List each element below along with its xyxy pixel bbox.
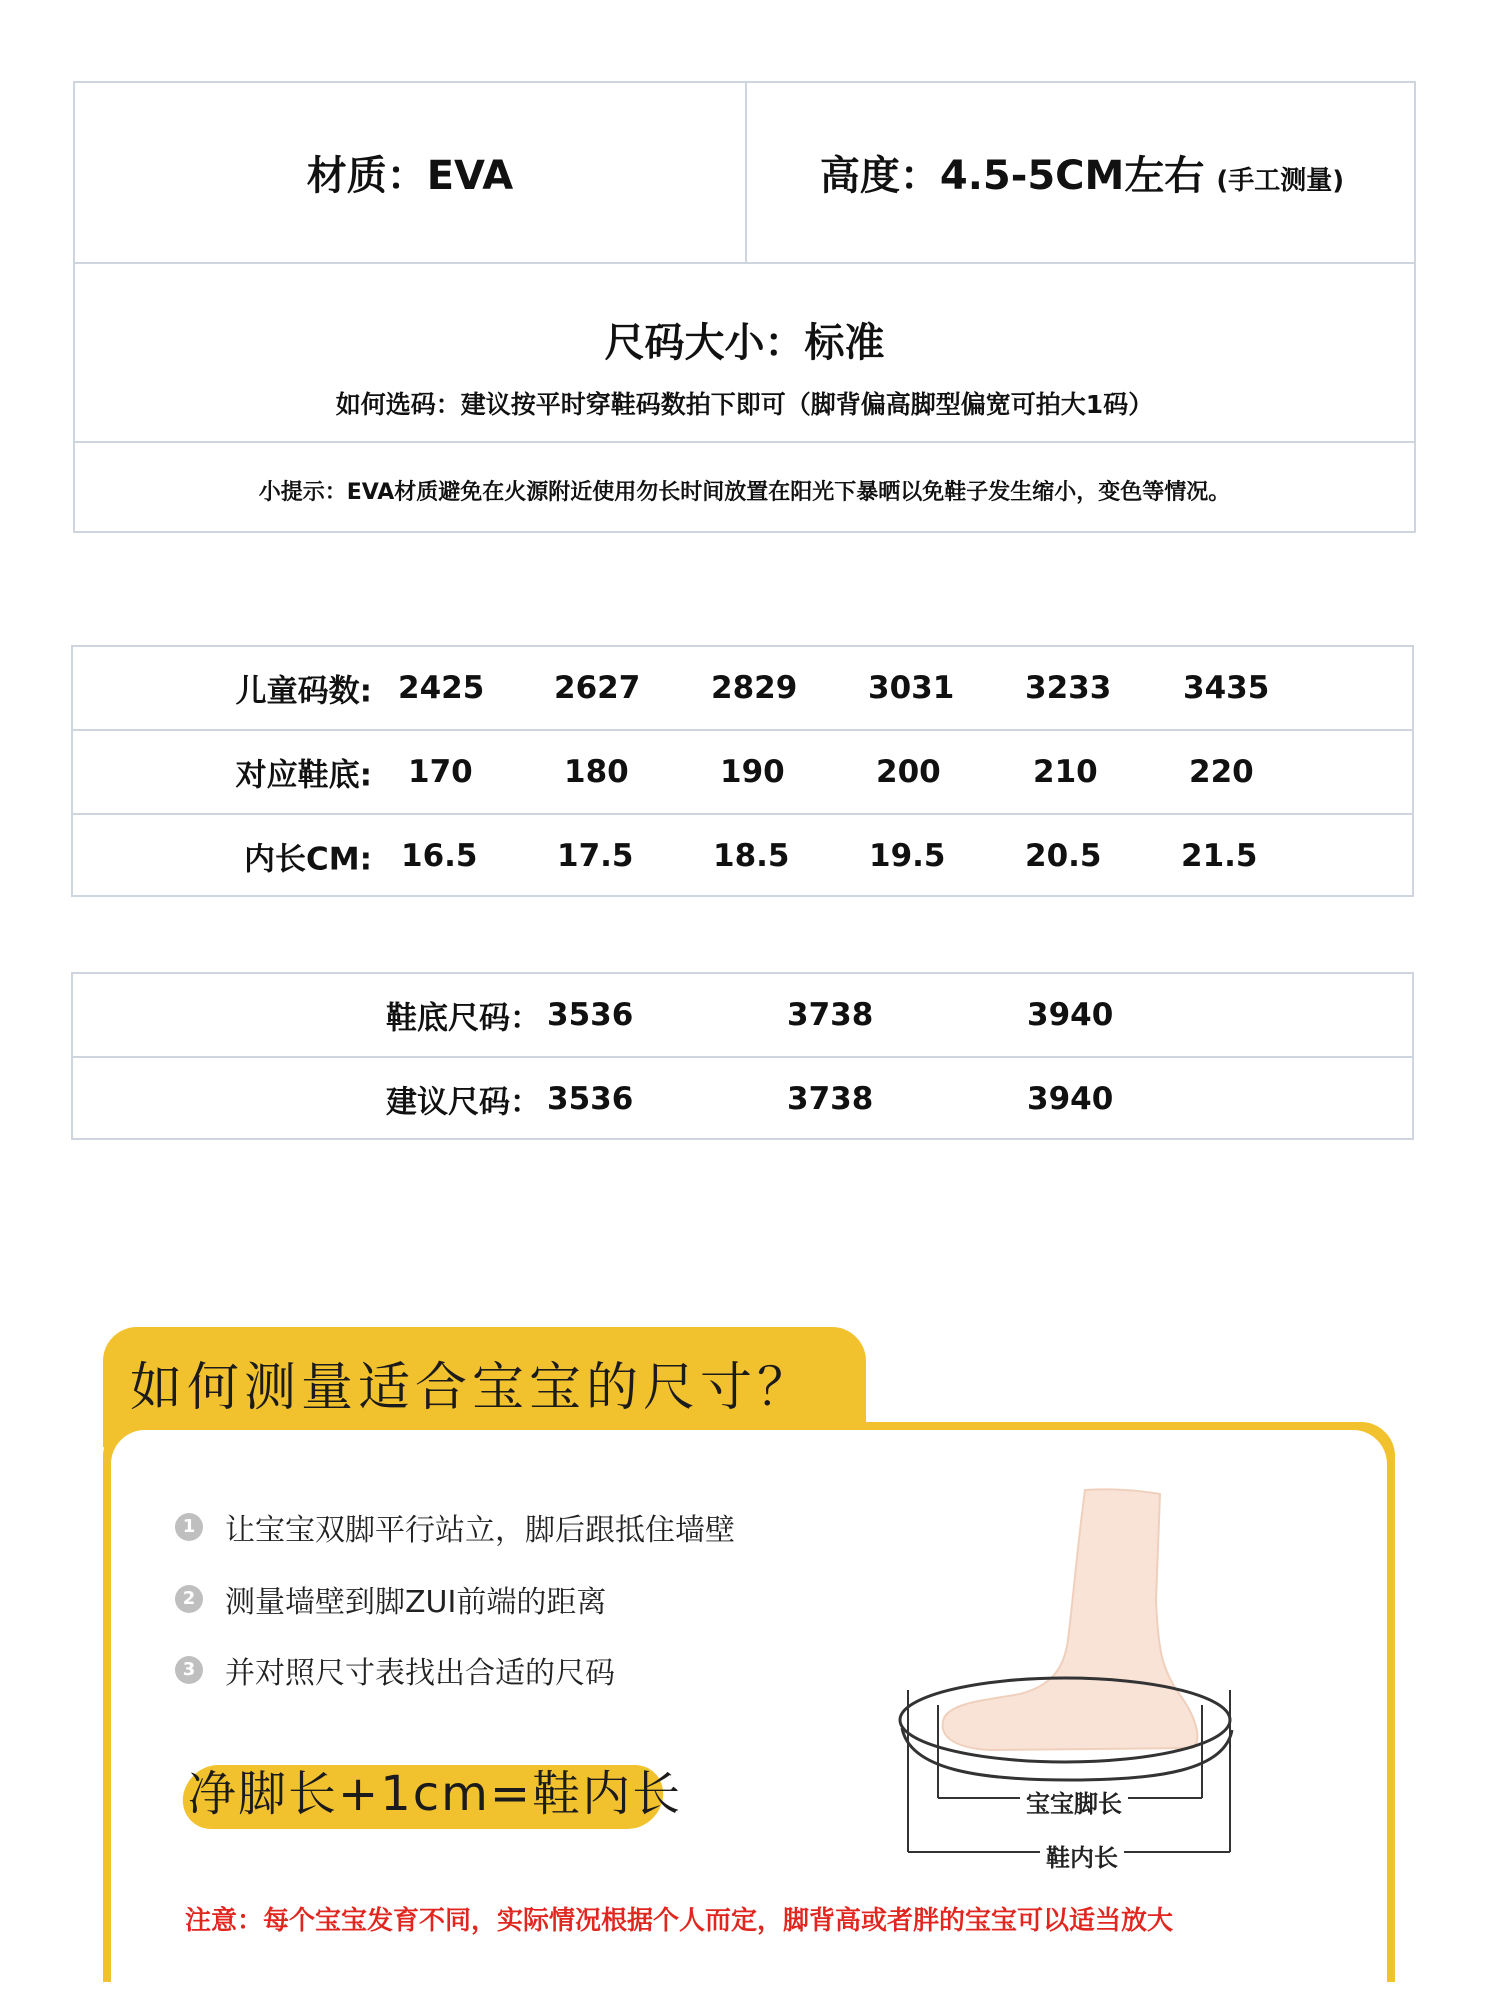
product-info-table <box>73 81 1416 533</box>
cell: 3031 <box>868 670 955 706</box>
step-2 <box>175 1577 606 1621</box>
row-label: 建议尺码： <box>386 1084 541 1121</box>
material-text: 材质：EVA <box>306 153 514 199</box>
table-row <box>73 731 1412 813</box>
warning-text: 注意：每个宝宝发育不同，实际情况根据个人而定，脚背高或者胖的宝宝可以适当放大 <box>185 1906 1174 1936</box>
foot-length-label: 宝宝脚长 <box>1020 1784 1128 1819</box>
cell: 200 <box>876 754 941 790</box>
row-label: 内长CM: <box>244 841 372 878</box>
cell: 2829 <box>711 670 798 706</box>
cell: 3738 <box>787 1081 874 1117</box>
cell: 21.5 <box>1181 838 1258 874</box>
cell: 3536 <box>547 997 634 1033</box>
divider <box>75 262 1414 264</box>
step-3 <box>175 1648 615 1692</box>
formula-text: 净脚长+1cm=鞋内长 <box>188 1766 683 1822</box>
step-text: 并对照尺寸表找出合适的尺码 <box>225 1656 615 1691</box>
cell: 18.5 <box>713 838 790 874</box>
step-text: 测量墙壁到脚ZUI前端的距离 <box>225 1585 607 1620</box>
cell: 19.5 <box>869 838 946 874</box>
cell: 220 <box>1189 754 1254 790</box>
table-row <box>73 815 1412 897</box>
step-1 <box>175 1505 735 1549</box>
table-row <box>73 974 1412 1056</box>
cell: 3940 <box>1027 1081 1114 1117</box>
table-row <box>73 1058 1412 1140</box>
cell: 190 <box>720 754 785 790</box>
table-row <box>73 647 1412 729</box>
size-standard: 尺码大小：标准 <box>604 320 885 366</box>
height-text: 高度：4.5-5CM左右 <box>819 153 1205 199</box>
cell: 180 <box>564 754 629 790</box>
height-cell <box>747 83 1417 262</box>
divider <box>75 441 1414 443</box>
material-cell <box>75 83 745 262</box>
row-label: 对应鞋底: <box>235 757 372 794</box>
height-note: (手工测量) <box>1216 166 1345 196</box>
cell: 210 <box>1033 754 1098 790</box>
kids-size-table <box>71 645 1414 897</box>
foot-measure-illustration <box>880 1480 1280 1880</box>
cell: 3435 <box>1183 670 1270 706</box>
cell: 3233 <box>1025 670 1112 706</box>
care-tip: 小提示：EVA材质避免在火源附近使用勿长时间放置在阳光下暴晒以免鞋子发生缩小，变色等情况。 <box>258 480 1231 505</box>
cell: 16.5 <box>401 838 478 874</box>
cell: 3536 <box>547 1081 634 1117</box>
cell: 170 <box>408 754 473 790</box>
how-to-choose: 如何选码：建议按平时穿鞋码数拍下即可（脚背偏高脚型偏宽可拍大1码） <box>335 390 1154 419</box>
shoe-length-label: 鞋内长 <box>1040 1838 1124 1873</box>
cell: 2425 <box>398 670 485 706</box>
step-number-badge: 2 <box>175 1585 203 1613</box>
foot-icon <box>943 1489 1198 1750</box>
row-label: 鞋底尺码： <box>386 1000 541 1037</box>
cell: 3738 <box>787 997 874 1033</box>
cell: 2627 <box>554 670 641 706</box>
cell: 3940 <box>1027 997 1114 1033</box>
adult-size-table <box>71 972 1414 1140</box>
row-label: 儿童码数: <box>235 673 372 710</box>
cell: 17.5 <box>557 838 634 874</box>
guide-title: 如何测量适合宝宝的尺寸？ <box>130 1358 815 1418</box>
cell: 20.5 <box>1025 838 1102 874</box>
step-number-badge: 3 <box>175 1656 203 1684</box>
step-text: 让宝宝双脚平行站立，脚后跟抵住墙壁 <box>225 1513 735 1548</box>
step-number-badge: 1 <box>175 1513 203 1541</box>
